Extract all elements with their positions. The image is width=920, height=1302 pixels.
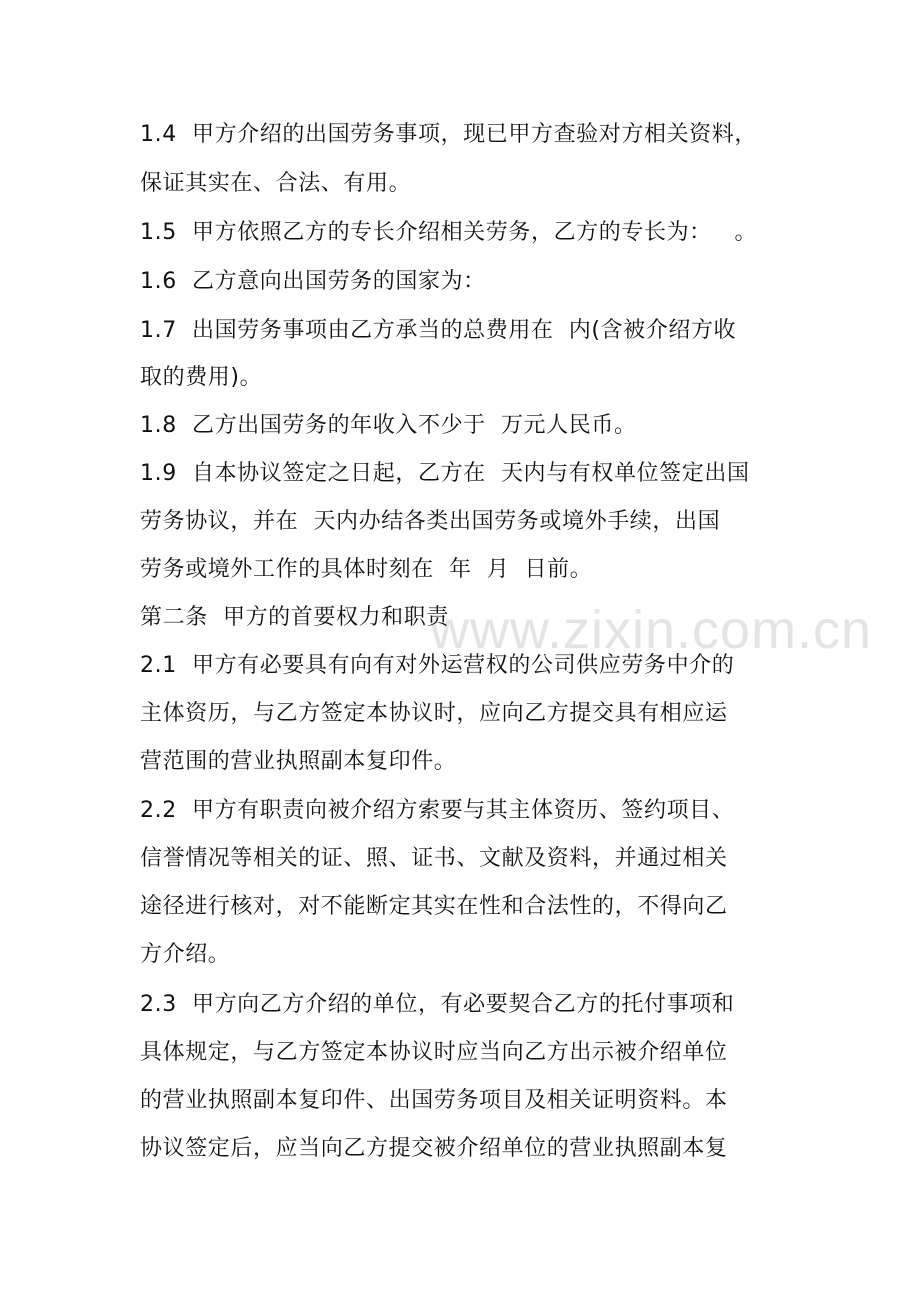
text-line-1-6: 1.6 乙方意向出国劳务的国家为：: [140, 269, 486, 294]
text-line-2-2-cont-b: 途径进行核对，对不能断定其实在性和合法性的，不得向乙: [140, 894, 728, 919]
section-heading-article-2: 第二条 甲方的首要权力和职责: [140, 605, 449, 630]
text-line-2-2-cont-a: 信誉情况等相关的证、照、证书、文献及资料，并通过相关: [140, 846, 728, 871]
text-line-2-3: 2.3 甲方向乙方介绍的单位，有必要契合乙方的托付事项和: [140, 992, 735, 1017]
text-line-1-7-cont: 取的费用)。: [140, 365, 263, 390]
text-line-1-7: 1.7 出国劳务事项由乙方承当的总费用在 内(含被介绍方收: [140, 318, 737, 343]
text-line-1-8: 1.8 乙方出国劳务的年收入不少于 万元人民币。: [140, 413, 637, 438]
text-line-2-1-cont-a: 主体资历，与乙方签定本协议时，应向乙方提交具有相应运: [140, 701, 728, 726]
text-line-2-1: 2.1 甲方有必要具有向有对外运营权的公司供应劳务中介的: [140, 653, 735, 678]
text-line-2-2-cont-c: 方介绍。: [140, 942, 231, 967]
text-line-1-4-cont: 保证其实在、合法、有用。: [140, 171, 412, 196]
text-line-2-3-cont-a: 具体规定，与乙方签定本协议时应当向乙方出示被介绍单位: [140, 1040, 728, 1065]
text-line-1-9: 1.9 自本协议签定之日起，乙方在 天内与有权单位签定出国: [140, 461, 750, 486]
text-line-1-5: 1.5 甲方依照乙方的专长介绍相关劳务，乙方的专长为： 。: [140, 220, 758, 245]
text-line-1-9-cont-b: 劳务或境外工作的具体时刻在 年 月 日前。: [140, 557, 593, 582]
text-line-1-4: 1.4 甲方介绍的出国劳务事项，现已甲方查验对方相关资料，: [140, 122, 757, 147]
text-line-2-1-cont-b: 营范围的营业执照副本复印件。: [140, 749, 457, 774]
text-line-2-2: 2.2 甲方有职责向被介绍方索要与其主体资历、签约项目、: [140, 798, 735, 823]
text-line-2-3-cont-b: 的营业执照副本复印件、出国劳务项目及相关证明资料。本: [140, 1088, 728, 1113]
watermark: www.zixin.com.cn: [430, 600, 873, 660]
text-line-1-9-cont-a: 劳务协议，并在 天内办结各类出国劳务或境外手续，出国: [140, 509, 721, 534]
text-line-2-3-cont-c: 协议签定后，应当向乙方提交被介绍单位的营业执照副本复: [140, 1136, 728, 1161]
